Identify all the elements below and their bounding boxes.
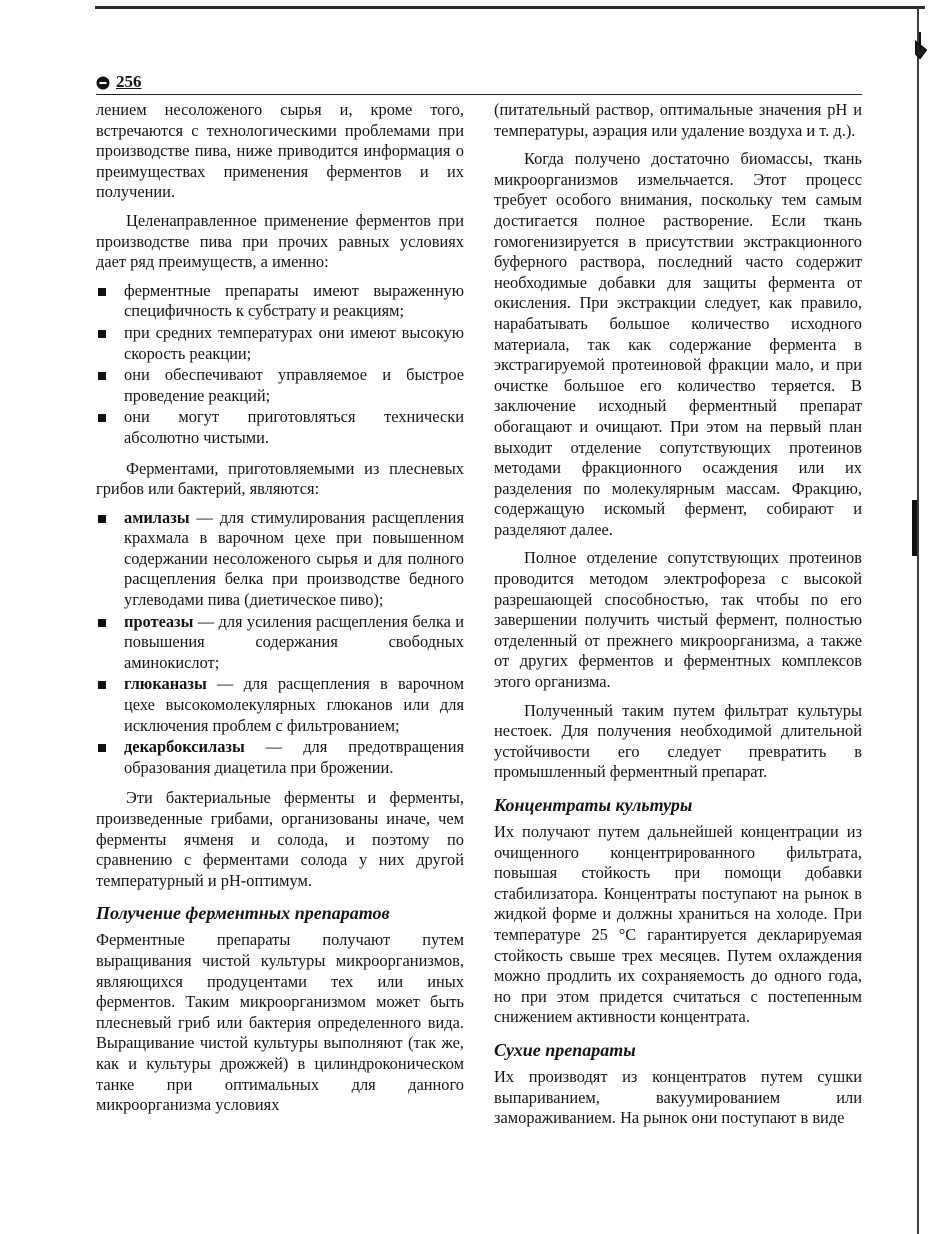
bullet-square-icon (98, 288, 106, 296)
concentrates-paragraph: Их получают путем дальнейшей концентрации из очищенного концентрированного фильтрата, повышая стойкость при помощи добавки стабилизатора. Концентраты поступают на рынок в жидкой форме и должны храниться на холоде. При температуре 25 °С гарантируется декларируемая стойкость свыше трех месяцев. Путем охлаждения можно продлить их сохраняемость до одного года, но при этом придется считаться с постепенным снижением активности концентрата. (494, 822, 862, 1027)
right-column (494, 100, 862, 1137)
bullet-square-icon (98, 515, 106, 523)
scan-mark-bar (912, 500, 917, 556)
enzyme-term: амилазы (124, 507, 190, 527)
list-item: они обеспечивают управляемое и быстрое проведение реакций; (96, 365, 464, 406)
circle-disc-icon (96, 76, 110, 90)
list-item: декарбоксилазы — для предотвращения образования диацетила при брожении. (96, 737, 464, 778)
page-number: 256 (116, 72, 142, 91)
advantages-list (96, 281, 464, 449)
list-item: глюканазы — для расщепления в варочном цехе высокомолекулярных глюканов или для исключения проблем с фильтрованием; (96, 674, 464, 736)
scan-edge-top (95, 6, 925, 9)
bullet-square-icon (98, 330, 106, 338)
bullet-square-icon (98, 744, 106, 752)
enzyme-term: декарбоксилазы (124, 737, 245, 757)
continued-paragraph: (питательный раствор, оптимальные значения pH и температуры, аэрация или удаление воздуха и т. д.). (494, 100, 862, 140)
biomass-paragraph: Когда получено достаточно биомассы, ткань микроорганизмов измельчается. Этот процесс требует особого внимания, поскольку тем самым достигается полное растворение. Если ткань гомогенизируется в присутствии экстракционного буферного раствора, последний часто содержит необходимые добавки для защиты фермента от окисления. При экстракции следует, как правило, нарабатывать большое количество исходного материала, так как содержание фермента в экстрагируемой протеиновой фракции мало, и при очистке большое его количество теряется. В заключение исходный ферментный препарат обогащают и очищают. При этом на первый план выходит отделение сопутствующих протеинов методами фракционного осаждения или их разделения по молекулярным массам. Фракцию, содержащую искомый фермент, собирают и разделяют далее. (494, 149, 862, 539)
enzyme-term: глюканазы (124, 674, 207, 694)
list-item: амилазы — для стимулирования расщепления крахмала в варочном цехе при повышенном содержании несоложеного сырья и для полного расщепления белка при производстве бедного углеводами пива (диетическое пиво); (96, 508, 464, 611)
bullet-square-icon (98, 681, 106, 689)
list-item: при средних температурах они имеют высокую скорость реакции; (96, 323, 464, 364)
enzyme-term: протеазы (124, 611, 194, 631)
enzymes-list (96, 508, 464, 779)
bullet-square-icon (98, 414, 106, 422)
scan-mark-icon (914, 32, 928, 60)
section-heading: Концентраты культуры (494, 795, 693, 815)
section-heading: Сухие препараты (494, 1039, 636, 1060)
production-paragraph: Ферментные препараты получают путем выращивания чистой культуры микроорганизмов, являющихся продуцентами тех или иных ферментов. Таким микроорганизмом может быть плесневый гриб или бактерия определенного вида. Выращивание чистой культуры выполняют (так же, как и культуры дрожжей) в цилиндроконическом танке при оптимальных для данного микроорганизма условиях (96, 930, 464, 1115)
section-heading: Получение ферментных препаратов (96, 903, 390, 924)
list-item: ферментные препараты имеют выраженную специфичность к субстрату и реакциям; (96, 281, 464, 322)
bullet-square-icon (98, 372, 106, 380)
enzymes-intro: Ферментами, приготовляемыми из плесневых грибов или бактерий, являются: (96, 458, 464, 499)
left-column (96, 100, 464, 1124)
list-item: протеазы — для усиления расщепления белка и повышения содержания свободных аминокислот; (96, 612, 464, 674)
scan-edge-right (917, 8, 919, 1234)
bacterial-note: Эти бактериальные ферменты и ферменты, произведенные грибами, организованы иначе, чем ферменты ячменя и солода, и поэтому по сравнению с ферментами солода у них другой температурный и pH-оптимум. (96, 788, 464, 890)
separation-paragraph: Полное отделение сопутствующих протеинов проводится методом электрофореза с высокой разрешающей способностью, так чтобы по его завершении получить чистый фермент, полностью отделенный от прежнего микроорганизма, а также от других ферментов и ферментных комплексов этого организма. (494, 548, 862, 692)
filtrate-paragraph: Полученный таким путем фильтрат культуры нестоек. Для получения необходимой длительной устойчивости его следует превратить в промышленный ферментный препарат. (494, 700, 862, 782)
page-header (96, 72, 862, 95)
bullet-square-icon (98, 619, 106, 627)
dry-paragraph: Их производят из концентратов путем сушки выпариванием, вакуумированием или замораживанием. На рынок они поступают в виде (494, 1066, 862, 1128)
intro-paragraph: лением несоложеного сырья и, кроме того, встречаются с технологическими проблемами при производстве пива, ниже приводится информация о преимуществах применения ферментов и их получении. (96, 100, 464, 202)
advantages-intro: Целенаправленное применение ферментов при производстве пива при прочих равных условиях дает ряд преимуществ, а именно: (96, 210, 464, 272)
list-item: они могут приготовляться технически абсолютно чистыми. (96, 407, 464, 448)
